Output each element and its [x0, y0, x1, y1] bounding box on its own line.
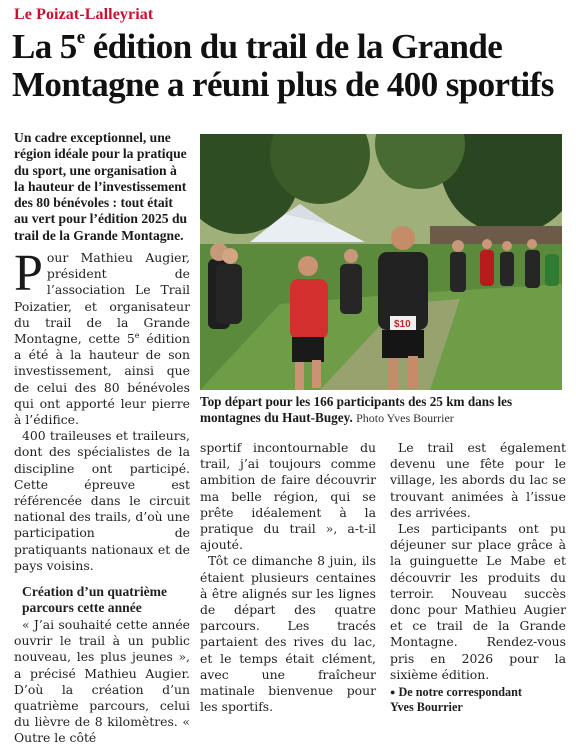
drop-cap: P [14, 245, 43, 302]
byline: ● De notre correspondant Yves Bourrier [390, 685, 522, 715]
section-kicker: Le Poizat-Lalleyriat [14, 6, 154, 23]
bullet-icon: ● [390, 687, 396, 698]
photo-credit: Photo Yves Bourrier [356, 411, 454, 425]
body-paragraph-2: 400 traileuses et traileurs, dont des spécialistes de la discipline ont participé. Cette épreuve est référencée dans le circuit national des trails, d’où une participation de pratiquants nationaux et de pays voisins. [14, 428, 190, 573]
bib-number: $10 [394, 319, 411, 330]
race-start-photo [200, 134, 562, 390]
column-1 [14, 245, 190, 747]
subheading: Création d’un quatrième parcours cette année [22, 584, 167, 615]
body-paragraph-7: Les participants ont pu déjeuner sur place grâce à la guinguette Le Mabe et découvrir les produits du terroir. Nouveau succès donc pour Mathieu Augier et ce trail de la Grande Montagne. Rendez-vous pris en 2026 pour la sixième édition. [390, 521, 566, 682]
body-paragraph-4: sportif incontournable du trail, j’ai toujours comme ambition de faire découvrir ma belle région, qui se prête idéalement à la pratique du trail », a-t-il ajouté. [200, 440, 376, 553]
body-paragraph-6: Le trail est également devenu une fête pour le village, les abords du lac se trouvant animées à l’issue des arrivées. [390, 440, 566, 520]
body-paragraph-5: Tôt ce dimanche 8 juin, ils étaient plusieurs centaines à être alignés sur les lignes de départ des quatre parcours. Les tracés partaient des rives du lac, et le temps était clément, avec une fraîcheur matinale bienvenue pour les sportifs. [200, 553, 376, 715]
column-3 [390, 440, 566, 715]
body-paragraph-3: « J’ai souhaité cette année ouvrir le trail à un public nouveau, les plus jeunes », a précisé Mathieu Augier. D’où la création d’un quatrième parcours, celui du lièvre de 8 kilomètres. « Outre le côté [14, 617, 190, 746]
column-2 [200, 440, 376, 715]
lede-paragraph: Un cadre exceptionnel, une région idéale pour la pratique du sport, une organisation à la hauteur de l’investissement des 80 bénévoles : tout était au vert pour l’édition 2025 du trail de la Grande Montagne. [14, 130, 188, 243]
body-paragraph-1: Pour Mathieu Augier, président de l’association Le Trail Poizatier, et organisateur du trail de la Grande Montagne, cette 5e édition a été à la hauteur de son investissement, ainsi que de celui des 80 bénévoles qui ont apporté leur pierre à l’édifice. [14, 245, 190, 428]
photo-caption: Top départ pour les 166 participants des 25 km dans les montagnes du Haut-Bugey. Photo Yves Bourrier [200, 394, 513, 425]
headline: La 5e édition du trail de la Grande Montagne a réuni plus de 400 sportifs [12, 27, 554, 104]
